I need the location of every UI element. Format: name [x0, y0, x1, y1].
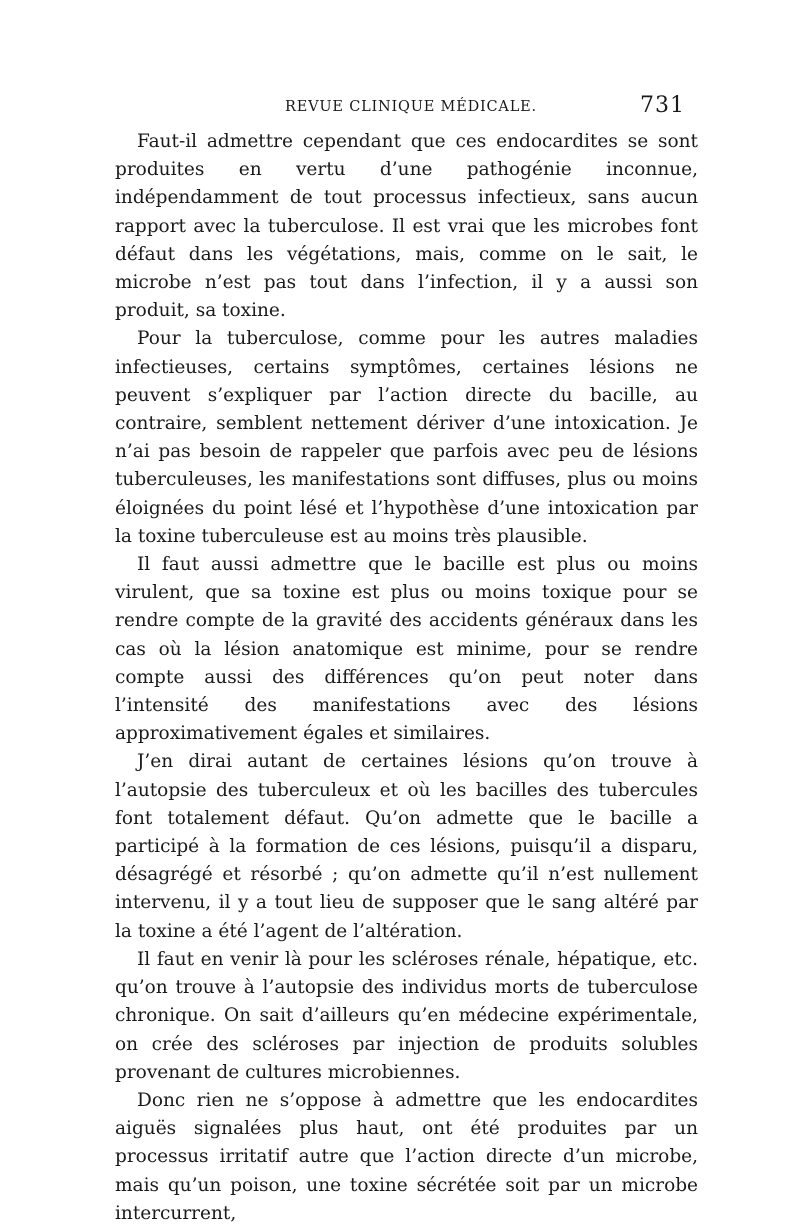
body-text [115, 128, 698, 1228]
paragraph-1: Faut-il admettre cependant que ces endocardites se sont produites en vertu d’une pathogénie inconnue, indépendamment de tout processus infectieux, sans aucun rapport avec la tuberculose. Il est vrai que les microbes font défaut dans les végétations, mais, comme on le sait, le microbe n’est pas tout dans l’infection, il y a aussi son produit, sa toxine. [115, 131, 698, 322]
page-number: 731 [640, 93, 685, 118]
paragraph-6: Donc rien ne s’oppose à admettre que les endocardites aiguës signalées plus haut, ont été produites par un processus irritatif autre que l’action directe d’un microbe, mais qu’un poison, une toxine sécrétée soit par un microbe intercurrent, [115, 1089, 698, 1224]
paragraph-5: Il faut en venir là pour les scléroses rénale, hépatique, etc. qu’on trouve à l’autopsie des individus morts de tuberculose chronique. On sait d’ailleurs qu’en médecine expérimentale, on crée des scléroses par injection de produits solubles provenant de cultures microbiennes. [115, 948, 698, 1083]
running-title: REVUE CLINIQUE MÉDICALE. [285, 99, 537, 115]
running-head [115, 93, 685, 125]
paragraph-2: Pour la tuberculose, comme pour les autres maladies infectieuses, certains symptômes, certaines lésions ne peuvent s’expliquer par l’action directe du bacille, au contraire, semblent nettement dériver d’une intoxication. Je n’ai pas besoin de rappeler que parfois avec peu de lésions tuberculeuses, les manifestations sont diffuses, plus ou moins éloignées du point lésé et l’hypothèse d’une intoxication par la toxine tuberculeuse est au moins très plausible. [115, 328, 698, 547]
paragraph-3: Il faut aussi admettre que le bacille est plus ou moins virulent, que sa toxine est plus ou moins toxique pour se rendre compte de la gravité des accidents généraux dans les cas où la lésion anatomique est minime, pour se rendre compte aussi des différences qu’on peut noter dans l’intensité des manifestations avec des lésions approximativement égales et similaires. [115, 554, 698, 745]
paragraph-4: J’en dirai autant de certaines lésions qu’on trouve à l’autopsie des tuberculeux et où les bacilles des tubercules font totalement défaut. Qu’on admette que le bacille a participé à la formation de ces lésions, puisqu’il a disparu, désagrégé et résorbé ; qu’on admette qu’il n’est nullement intervenu, il y a tout lieu de supposer que le sang altéré par la toxine a été l’agent de l’altération. [115, 751, 698, 942]
